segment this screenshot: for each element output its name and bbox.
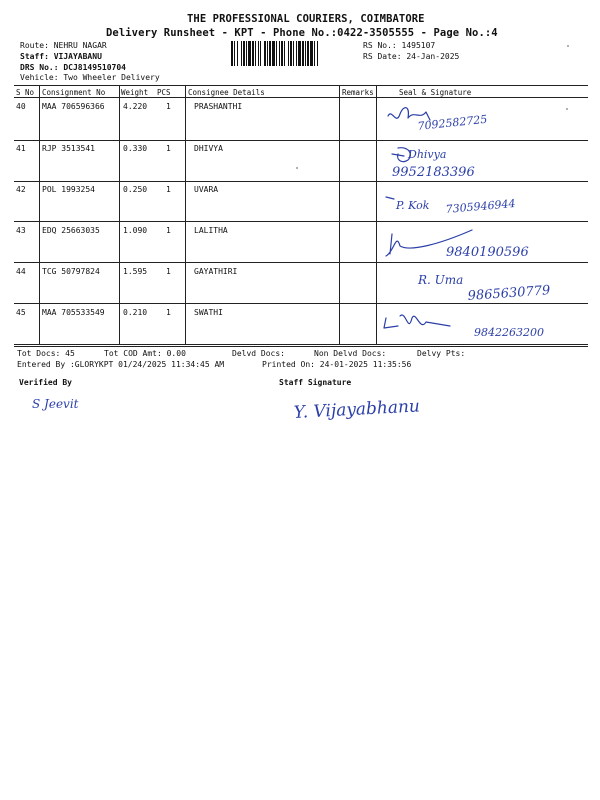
row-sno: 43 <box>16 226 26 235</box>
scan-speck <box>296 167 298 169</box>
column-divider <box>39 85 40 344</box>
header-sno: S No <box>16 88 35 97</box>
header-pcs: PCS <box>157 88 171 97</box>
svg-text:7305946944: 7305946944 <box>445 196 516 216</box>
row-consignment: MAA 705533549 <box>42 308 105 317</box>
non-delvd-docs: Non Delvd Docs: <box>314 349 387 358</box>
svg-text:9865630779: 9865630779 <box>467 283 551 304</box>
row-weight: 0.250 <box>123 185 148 194</box>
row-weight: 4.220 <box>123 102 148 111</box>
tot-cod: Tot COD Amt: 0.00 <box>104 349 186 358</box>
signature-row-43 <box>380 222 590 264</box>
table-top-line <box>14 85 588 86</box>
svg-text:R. Uma: R. Uma <box>418 273 464 287</box>
row-consignment: EDQ 25663035 <box>42 226 100 235</box>
staff-signature <box>292 392 482 432</box>
table-bottom-line-double <box>14 346 588 347</box>
table-bottom-line <box>14 344 588 345</box>
row-weight: 1.595 <box>123 267 148 276</box>
svg-text:P. Kok: P. Kok <box>396 199 430 212</box>
row-pcs: 1 <box>166 185 171 194</box>
row-weight: 0.330 <box>123 144 148 153</box>
svg-text:9842263200: 9842263200 <box>474 326 544 339</box>
row-sno: 45 <box>16 308 26 317</box>
delvd-docs: Delvd Docs: <box>232 349 285 358</box>
svg-text:7092582725: 7092582725 <box>416 112 488 133</box>
row-consignment: MAA 706596366 <box>42 102 105 111</box>
row-sno: 41 <box>16 144 26 153</box>
row-consignee: LALITHA <box>194 226 228 235</box>
row-sno: 44 <box>16 267 26 276</box>
scan-speck <box>566 108 568 110</box>
row-consignee: GAYATHIRI <box>194 267 238 276</box>
svg-text:S Jeevit: S Jeevit <box>32 397 79 411</box>
svg-text:Dhivya: Dhivya <box>408 148 447 161</box>
row-weight: 0.210 <box>123 308 148 317</box>
drs-label: DRS No.: DCJ8149510704 <box>20 63 126 72</box>
row-pcs: 1 <box>166 144 171 153</box>
row-consignee: UVARA <box>194 185 219 194</box>
header-consignment: Consignment No <box>42 88 106 97</box>
signature-row-41 <box>384 140 590 184</box>
barcode-bar <box>318 41 319 66</box>
row-consignment: TCG 50797824 <box>42 267 100 276</box>
signature-row-45 <box>380 306 590 342</box>
signature-row-42 <box>382 183 590 225</box>
verified-signature <box>28 390 118 416</box>
verified-by-label: Verified By <box>19 378 72 387</box>
header-consignee: Consignee Details <box>188 88 265 97</box>
staff-signature-label: Staff Signature <box>279 378 352 387</box>
svg-text:9952183396: 9952183396 <box>392 165 475 180</box>
row-sno: 42 <box>16 185 26 194</box>
signature-row-40 <box>380 98 590 142</box>
row-pcs: 1 <box>166 226 171 235</box>
column-divider <box>376 85 377 344</box>
row-consignee: PRASHANTHI <box>194 102 243 111</box>
row-pcs: 1 <box>166 267 171 276</box>
runsheet-title: Delivery Runsheet - KPT - Phone No.:0422-3505555 - Page No.:4 <box>106 27 498 39</box>
row-pcs: 1 <box>166 308 171 317</box>
column-divider <box>185 85 186 344</box>
route-label: Route: NEHRU NAGAR <box>20 41 107 50</box>
scan-speck <box>567 45 569 47</box>
header-weight: Weight <box>121 88 149 97</box>
row-consignment: POL 1993254 <box>42 185 95 194</box>
row-sno: 40 <box>16 102 26 111</box>
column-divider <box>339 85 340 344</box>
vehicle-label: Vehicle: Two Wheeler Delivery <box>20 73 160 82</box>
row-consignment: RJP 3513541 <box>42 144 95 153</box>
row-consignee: SWATHI <box>194 308 223 317</box>
signature-row-44 <box>412 264 590 306</box>
row-weight: 1.090 <box>123 226 148 235</box>
tot-docs: Tot Docs: 45 <box>17 349 75 358</box>
delvy-pts: Delvy Pts: <box>417 349 466 358</box>
header-remarks: Remarks <box>342 88 374 97</box>
header-seal-signature: Seal & Signature <box>399 88 472 97</box>
row-consignee: DHIVYA <box>194 144 223 153</box>
column-divider <box>119 85 120 344</box>
svg-text:Y. Vijayabhanu: Y. Vijayabhanu <box>293 396 421 423</box>
rs-date-label: RS Date: 24-Jan-2025 <box>363 52 460 61</box>
svg-text:9840190596: 9840190596 <box>446 245 529 260</box>
printed-on: Printed On: 24-01-2025 11:35:56 <box>262 360 412 369</box>
rs-no-label: RS No.: 1495107 <box>363 41 436 50</box>
entered-by: Entered By :GLORYKPT 01/24/2025 11:34:45 AM <box>17 360 225 369</box>
company-title: THE PROFESSIONAL COURIERS, COIMBATORE <box>187 13 425 25</box>
staff-label: Staff: VIJAYABANU <box>20 52 102 61</box>
barcode <box>231 41 357 66</box>
row-pcs: 1 <box>166 102 171 111</box>
